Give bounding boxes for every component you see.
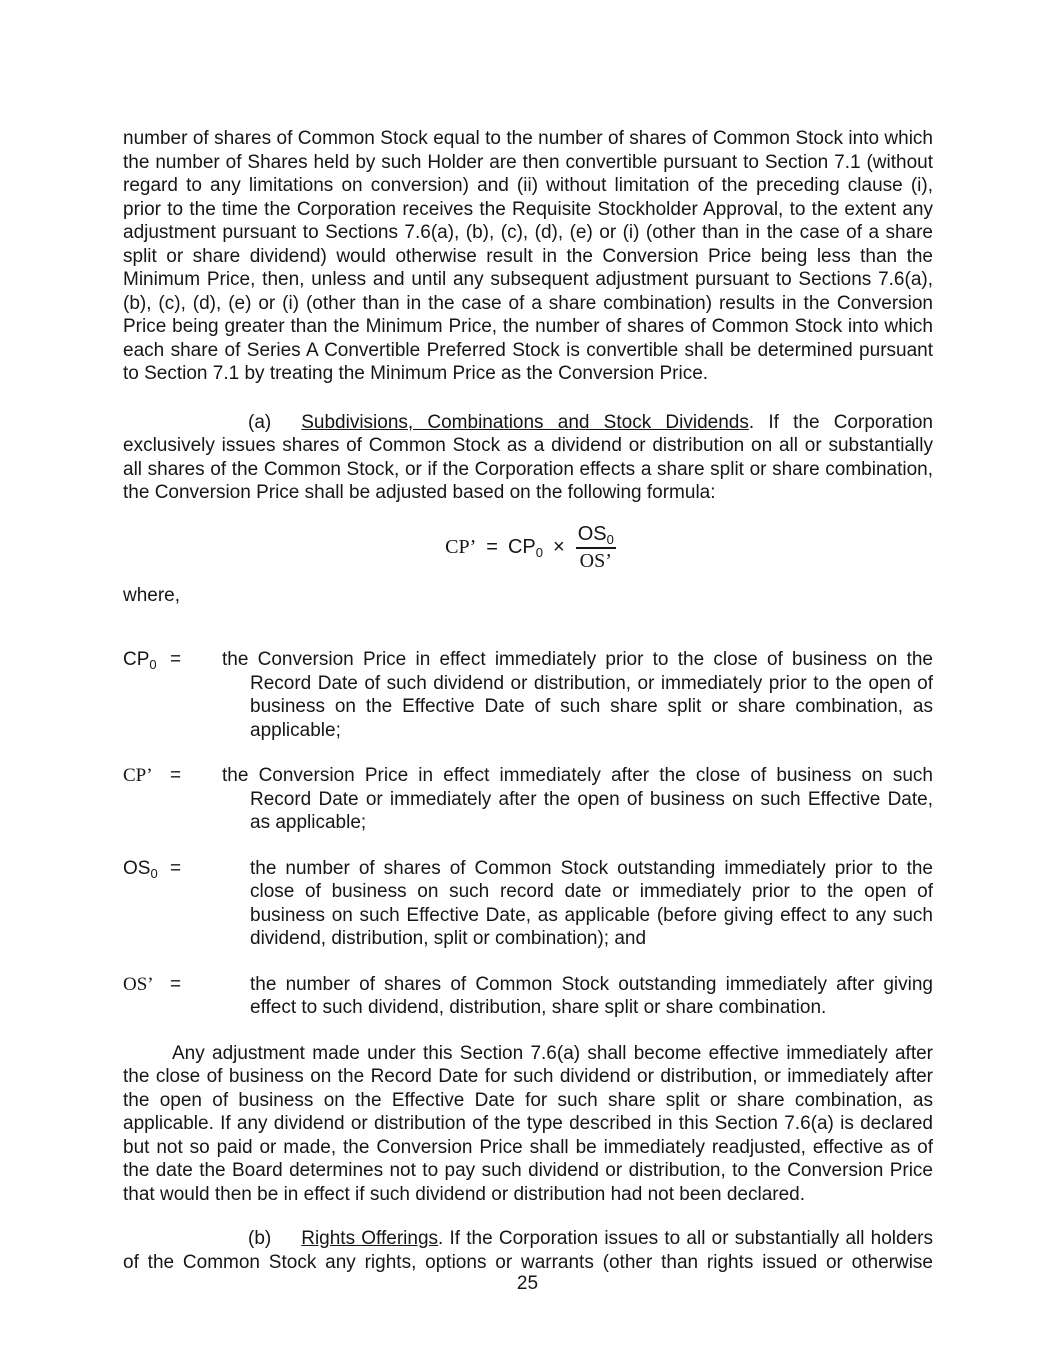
definition-term-os0-base: OS: [123, 857, 151, 879]
section-a-paragraph: [123, 411, 933, 505]
definition-term-os0: [123, 857, 170, 951]
section-b-body: . If the Corporation issues to all or substantially all holders of the Common Stock any rights, options or warrants (other than rights issued or otherwise: [123, 1228, 933, 1273]
definition-text-os-prime: the number of shares of Common Stock outstanding immediately after giving effect to such dividend, distribution, share split or share combination.: [250, 973, 933, 1018]
definition-term-os-prime: OS’: [123, 973, 154, 995]
adjustment-paragraph: Any adjustment made under this Section 7.6(a) shall become effective immediately after the close of business on the Record Date for such dividend or distribution, or immediately after the open of business on the Effective Date for such share split or share combination, as applicable. If any dividend or distribution of the type described in this Section 7.6(a) is declared but not so paid or made, the Conversion Price shall be immediately readjusted, effective as of the date the Board determines not to pay such dividend or distribution, to the Conversion Price that would then be in effect if such dividend or distribution had not been declared.: [123, 1042, 933, 1205]
definition-text-cp-prime: the Conversion Price in effect immediately after the close of business on such Record Date or immediately after the open of business on such Effective Date, as applicable;: [222, 765, 933, 833]
section-a-heading: Subdivisions, Combinations and Stock Dividends: [301, 411, 749, 433]
definition-row-cp-prime: [123, 764, 933, 835]
page-number: 25: [516, 1273, 539, 1294]
equals-sign: =: [170, 649, 182, 670]
equals-sign: =: [170, 765, 182, 786]
intro-paragraph: number of shares of Common Stock equal to the number of shares of Common Stock into which the number of Shares held by such Holder are then convertible pursuant to Section 7.1 (without regard to any limitations on conversion) and (ii) without limitation of the preceding clause (i), prior to the time the Corporation receives the Requisite Stockholder Approval, to the extent any adjustment pursuant to Sections 7.6(a), (b), (c), (d), (e) or (i) (other than in the case of a share split or share dividend) would otherwise result in the Conversion Price being less than the Minimum Price, then, unless and until any subsequent adjustment pursuant to Sections 7.6(a), (b), (c), (d), (e) or (i) (other than in the case of a share combination) results in the Conversion Price being greater than the Minimum Price, the number of shares of Common Stock into which each share of Series A Convertible Preferred Stock is convertible shall be determined pursuant to Section 7.1 by treating the Minimum Price as the Conversion Price.: [123, 128, 933, 384]
formula-denominator: OS’: [579, 550, 612, 572]
formula-multiply-sign: ×: [553, 536, 565, 559]
definition-term-os0-subscript: 0: [150, 865, 158, 881]
formula-numerator-base: OS: [577, 522, 607, 545]
section-a-body: . If the Corporation exclusively issues shares of Common Stock as a dividend or distribution on all or substantially all shares of the Common Stock, or if the Corporation effects a share split or share combination, the Conversion Price shall be adjusted based on the following formula:: [123, 411, 933, 503]
formula-numerator: [576, 523, 616, 550]
formula-numerator-subscript: 0: [606, 531, 614, 547]
definitions-list: [123, 648, 933, 1020]
formula-equals-sign: =: [486, 536, 498, 559]
formula-rhs-term: [508, 536, 543, 560]
definition-row-os0: [123, 857, 933, 951]
definition-term-cp0-subscript: 0: [149, 657, 157, 672]
equals-sign: =: [170, 857, 182, 879]
definition-term-cp0-base: CP: [123, 649, 150, 670]
definition-text-cp0: the Conversion Price in effect immediately prior to the close of business on the Record Date of such dividend or distribution, or immediately prior to the open of business on the Effective Date of such share split or share combination, as applicable;: [222, 649, 933, 741]
formula-fraction: [576, 523, 616, 574]
section-b-label: (b): [248, 1228, 272, 1249]
definition-term-cp-prime: CP’: [123, 765, 153, 786]
formula-rhs-subscript: 0: [535, 545, 543, 561]
equals-sign: =: [170, 973, 182, 995]
definition-term-cp0: [123, 648, 170, 742]
definition-text-os0: the number of shares of Common Stock outstanding immediately prior to the close of business on such record date or immediately prior to the open of business on such Effective Date, as applicable (before giving effect to any such dividend, distribution, split or combination); and: [250, 857, 933, 949]
formula-rhs-base: CP: [507, 536, 536, 559]
definition-row-cp0: [123, 648, 933, 742]
section-a-label: (a): [248, 411, 272, 433]
where-label: where,: [123, 584, 181, 606]
formula-lhs: CP’: [445, 536, 477, 559]
section-b-heading: Rights Offerings: [301, 1228, 439, 1249]
conversion-price-formula: [123, 523, 933, 574]
section-b-paragraph: [123, 1227, 933, 1274]
definition-row-os-prime: [123, 973, 933, 1020]
